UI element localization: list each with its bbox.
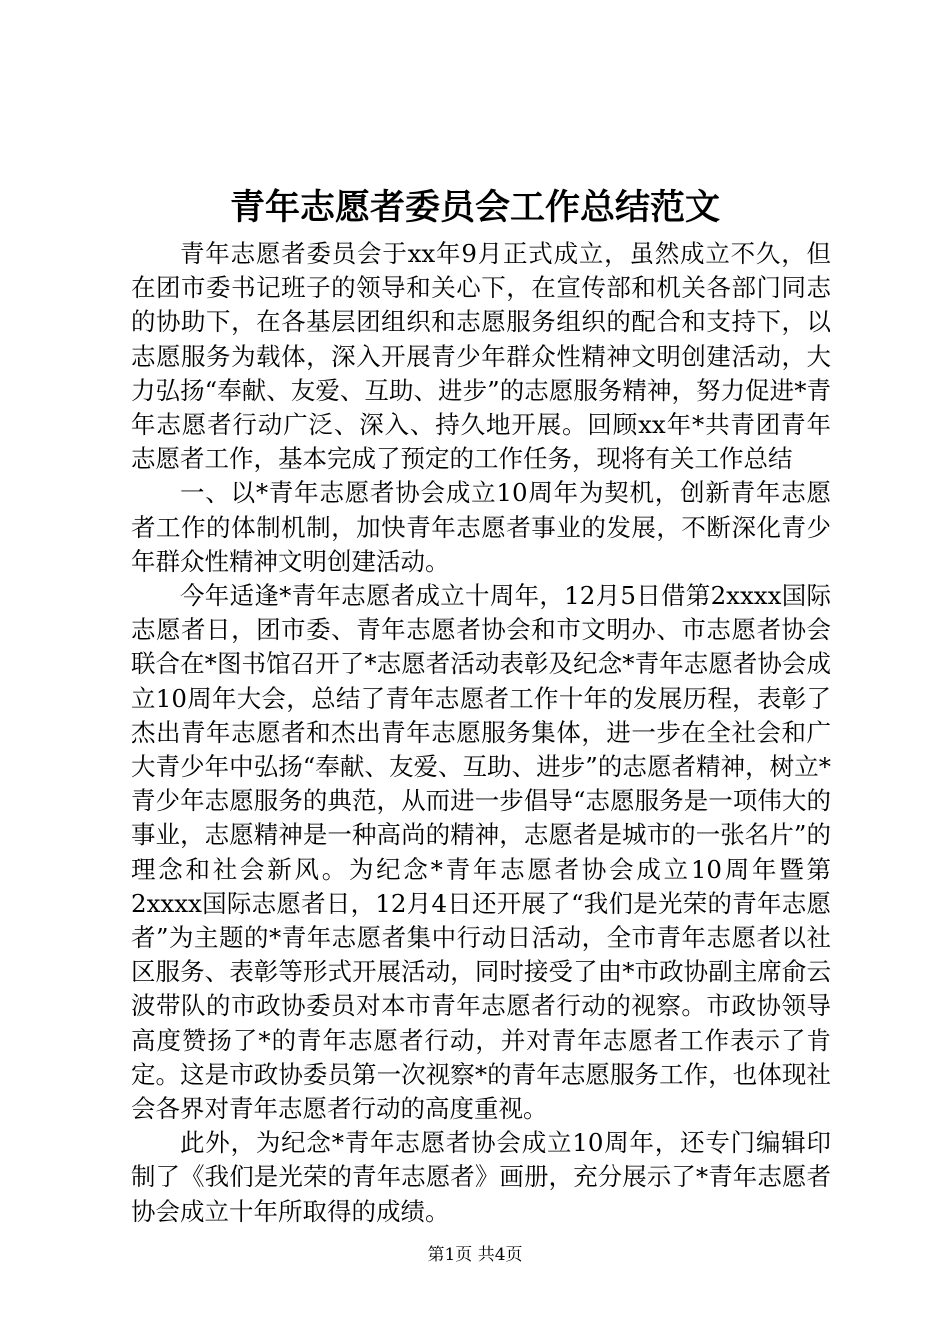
page-footer: 第1页 共4页 — [427, 1245, 523, 1265]
paragraph-intro: 青年志愿者委员会于xx年9月正式成立，虽然成立不久，但在团市委书记班子的领导和关心下，在宣传部和机关各部门同志的协助下，在各基层团组织和志愿服务组织的配合和支持下，以志愿服务为载体，深入开展青少年群众性精神文明创建活动，大力弘扬“奉献、友爱、互助、进步”的志愿服务精神，努力促进*青年志愿者行动广泛、深入、持久地开展。回顾xx年*共青团青年志愿者工作，基本完成了预定的工作任务，现将有关工作总结 — [131, 239, 831, 474]
document-body — [131, 237, 831, 1229]
paragraph-anniversary: 今年适逢*青年志愿者成立十周年，12月5日借第2xxxx国际志愿者日，团市委、青年志愿者协会和市文明办、市志愿者协会联合在*图书馆召开了*志愿者活动表彰及纪念*青年志愿者协会成立10周年大会，总结了青年志愿者工作十年的发展历程，表彰了杰出青年志愿者和杰出青年志愿服务集体，进一步在全社会和广大青少年中弘扬“奉献、友爱、互助、进步”的志愿者精神，树立*青少年志愿服务的典范，从而进一步倡导“志愿服务是一项伟大的事业，志愿精神是一种高尚的精神，志愿者是城市的一张名片”的理念和社会新风。为纪念*青年志愿者协会成立10周年暨第2xxxx国际志愿者日，12月4日还开展了“我们是光荣的青年志愿者”为主题的*青年志愿者集中行动日活动，全市青年志愿者以社区服务、表彰等形式开展活动，同时接受了由*市政协副主席俞云波带队的市政协委员对本市青年志愿者行动的视察。市政协领导高度赞扬了*的青年志愿者行动，并对青年志愿者工作表示了肯定。这是市政协委员第一次视察*的青年志愿服务工作，也体现社会各界对青年志愿者行动的高度重视。 — [131, 581, 831, 1124]
paragraph-section-heading: 一、以*青年志愿者协会成立10周年为契机，创新青年志愿者工作的体制机制，加快青年志愿者事业的发展，不断深化青少年群众性精神文明创建活动。 — [131, 478, 831, 576]
document-title: 青年志愿者委员会工作总结范文 — [229, 187, 720, 228]
paragraph-album: 此外，为纪念*青年志愿者协会成立10周年，还专门编辑印制了《我们是光荣的青年志愿者》画册，充分展示了*青年志愿者协会成立十年所取得的成绩。 — [131, 1128, 831, 1226]
